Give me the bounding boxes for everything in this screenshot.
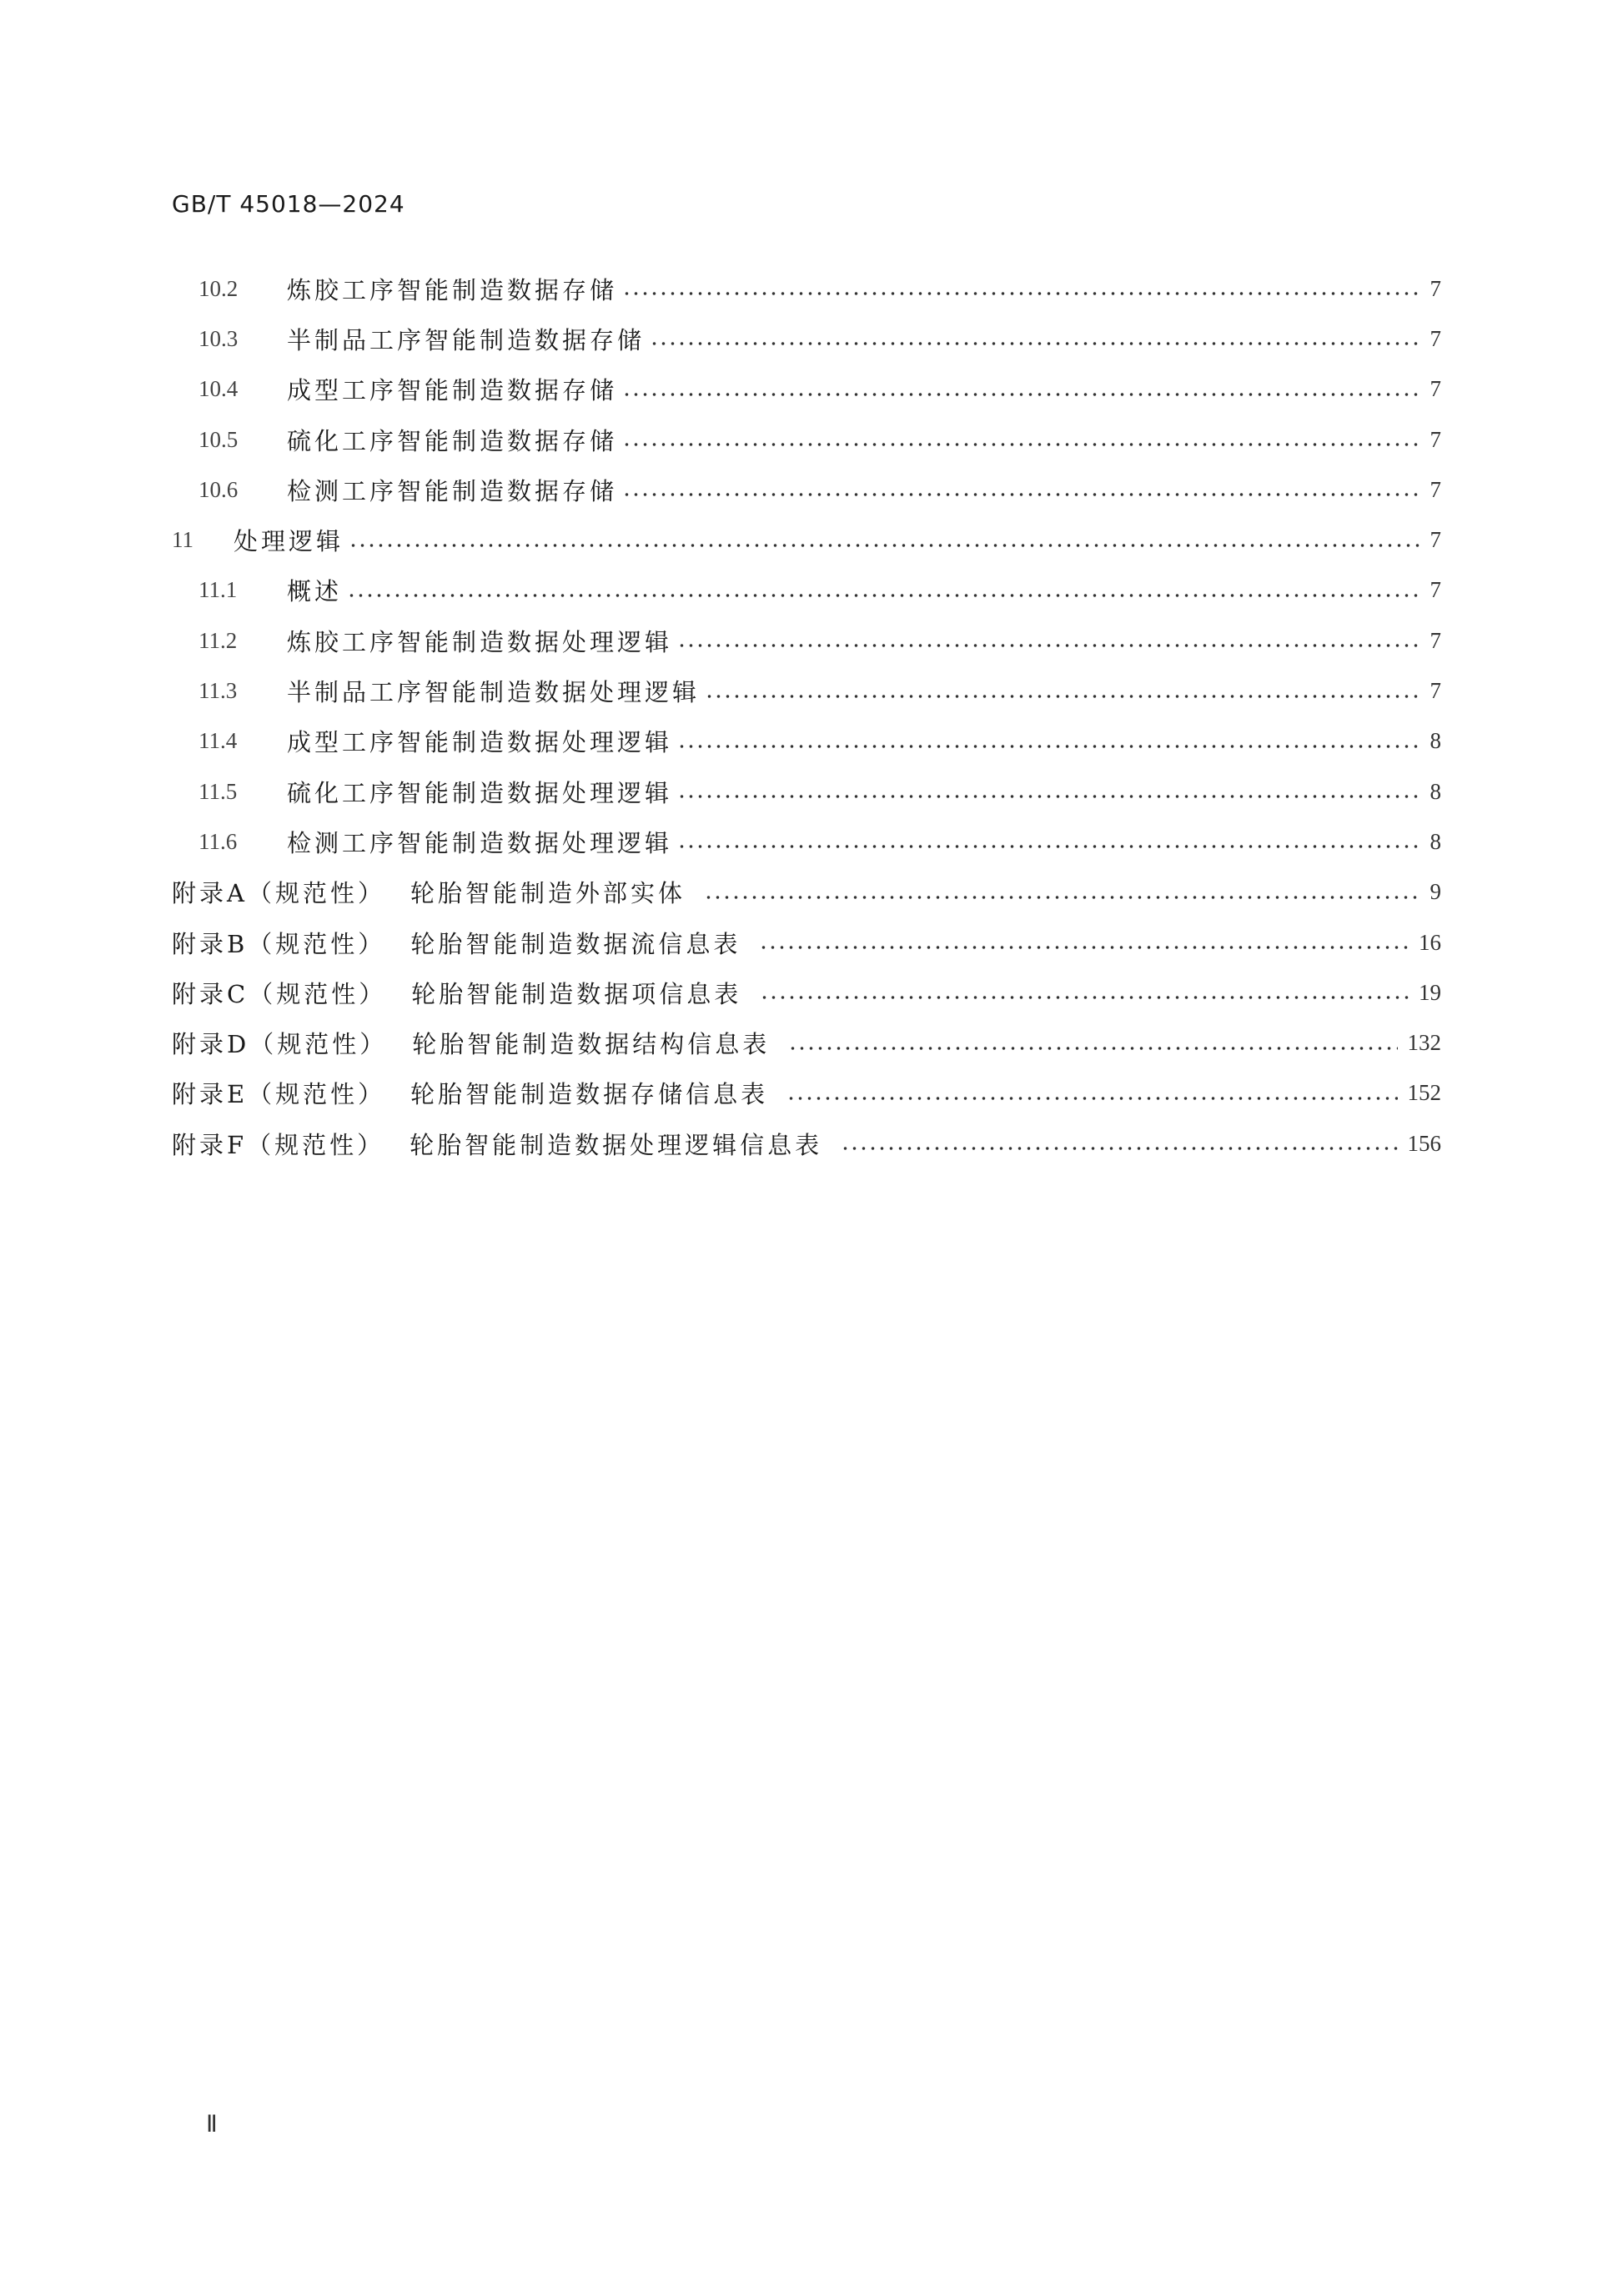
dot-leader: [677, 844, 1419, 849]
toc-entry-page: 152: [1407, 1080, 1441, 1106]
appendix-label: 附录D（规范性）: [172, 1030, 388, 1059]
toc-entry-title: 成型工序智能制造数据处理逻辑: [287, 728, 673, 757]
toc-entry-page: 16: [1419, 929, 1441, 955]
toc-entry-page: 7: [1430, 577, 1441, 603]
toc-entry[interactable]: [172, 716, 1441, 766]
toc-entry[interactable]: [172, 264, 1441, 314]
appendix-label: 附录F（规范性）: [172, 1130, 385, 1159]
toc-entry-number: 11.5: [198, 778, 238, 804]
toc-entry-number: 10.3: [198, 325, 239, 351]
toc-entry-title: 检测工序智能制造数据处理逻辑: [287, 828, 673, 857]
toc-appendix-entry[interactable]: [172, 1017, 1441, 1068]
dot-leader: [622, 392, 1419, 397]
dot-leader: [622, 291, 1419, 296]
toc-entry-number: 11: [172, 527, 193, 553]
toc-entry-page: 7: [1430, 678, 1441, 704]
dot-leader: [841, 1146, 1397, 1151]
toc-entry-number: 10.2: [198, 275, 239, 301]
toc-entry-page: 156: [1407, 1130, 1441, 1156]
dot-leader: [622, 492, 1419, 497]
toc-entry-number: 11.4: [198, 728, 238, 754]
dot-leader: [786, 1096, 1397, 1101]
toc-appendix-entry[interactable]: [172, 1118, 1441, 1168]
toc-entry-number: 11.3: [198, 678, 238, 704]
toc-entry-page: 8: [1430, 828, 1441, 854]
toc-entry-title: 轮胎智能制造外部实体: [410, 879, 686, 908]
appendix-label: 附录C（规范性）: [172, 979, 387, 1008]
toc-entry-page: 7: [1430, 426, 1441, 452]
toc-entry-page: 132: [1407, 1030, 1441, 1056]
toc-entry-title: 半制品工序智能制造数据处理逻辑: [287, 678, 701, 707]
toc-entry-title: 检测工序智能制造数据存储: [287, 476, 618, 505]
toc-entry[interactable]: [172, 816, 1441, 867]
toc-appendix-entry[interactable]: [172, 1068, 1441, 1118]
toc-entry-page: 19: [1419, 979, 1441, 1005]
toc-entry-number: 10.4: [198, 376, 239, 402]
page-number-footer: Ⅱ: [206, 2112, 218, 2138]
toc-entry[interactable]: [172, 414, 1441, 465]
toc-entry-title: 轮胎智能制造数据存储信息表: [410, 1080, 769, 1109]
appendix-label: 附录A（规范性）: [172, 879, 385, 908]
toc-entry-title: 硫化工序智能制造数据存储: [287, 426, 618, 455]
toc-entry-title: 炼胶工序智能制造数据处理逻辑: [287, 627, 673, 656]
dot-leader: [704, 895, 1419, 900]
toc-entry[interactable]: [172, 766, 1441, 816]
toc-entry-page: 7: [1430, 275, 1441, 301]
toc-entry-number: 10.5: [198, 426, 239, 452]
document-id-header: GB/T 45018—2024: [172, 190, 405, 218]
toc-entry-title: 概述: [287, 577, 343, 606]
toc-entry-page: 9: [1430, 879, 1441, 905]
toc-entry-page: 8: [1430, 778, 1441, 804]
toc-entry-title: 处理逻辑: [234, 527, 344, 556]
toc-appendix-entry[interactable]: [172, 867, 1441, 917]
toc-entry-number: 10.6: [198, 476, 239, 502]
toc-entry-title: 成型工序智能制造数据存储: [287, 376, 618, 405]
dot-leader: [677, 794, 1419, 799]
toc-entry-title: 炼胶工序智能制造数据存储: [287, 275, 618, 304]
toc-entry-page: 7: [1430, 376, 1441, 402]
toc-entry-page: 7: [1430, 325, 1441, 351]
dot-leader: [622, 442, 1419, 447]
toc-entry-page: 8: [1430, 728, 1441, 754]
toc-entry-title: 轮胎智能制造数据处理逻辑信息表: [410, 1130, 823, 1159]
toc-entry-title: 轮胎智能制造数据结构信息表: [412, 1030, 771, 1059]
toc-entry-page: 7: [1430, 527, 1441, 553]
toc-entry-number: 11.2: [198, 627, 238, 653]
toc-entry[interactable]: [172, 364, 1441, 414]
toc-entry[interactable]: [172, 615, 1441, 666]
dot-leader: [760, 995, 1409, 1000]
dot-leader: [347, 593, 1419, 598]
appendix-label: 附录B（规范性）: [172, 929, 386, 958]
dot-leader: [759, 945, 1409, 950]
toc-entry-title: 轮胎智能制造数据流信息表: [410, 929, 741, 958]
toc-entry-page: 7: [1430, 627, 1441, 653]
table-of-contents: [172, 264, 1441, 1168]
dot-leader: [349, 543, 1419, 548]
toc-entry[interactable]: [172, 565, 1441, 615]
toc-entry-title: 半制品工序智能制造数据存储: [287, 325, 646, 354]
toc-entry-number: 11.1: [198, 577, 238, 603]
toc-entry-title: 硫化工序智能制造数据处理逻辑: [287, 778, 673, 807]
toc-appendix-entry[interactable]: [172, 917, 1441, 967]
dot-leader: [677, 744, 1419, 749]
dot-leader: [650, 341, 1419, 346]
toc-entry-number: 11.6: [198, 828, 238, 854]
appendix-label: 附录E（规范性）: [172, 1080, 386, 1109]
toc-entry[interactable]: [172, 666, 1441, 716]
toc-entry-page: 7: [1430, 476, 1441, 502]
toc-appendix-entry[interactable]: [172, 967, 1441, 1017]
toc-entry[interactable]: [172, 515, 1441, 565]
dot-leader: [677, 643, 1419, 648]
dot-leader: [788, 1046, 1397, 1051]
dot-leader: [705, 694, 1419, 699]
toc-entry-title: 轮胎智能制造数据项信息表: [411, 979, 742, 1008]
toc-entry[interactable]: [172, 314, 1441, 364]
toc-entry[interactable]: [172, 465, 1441, 515]
